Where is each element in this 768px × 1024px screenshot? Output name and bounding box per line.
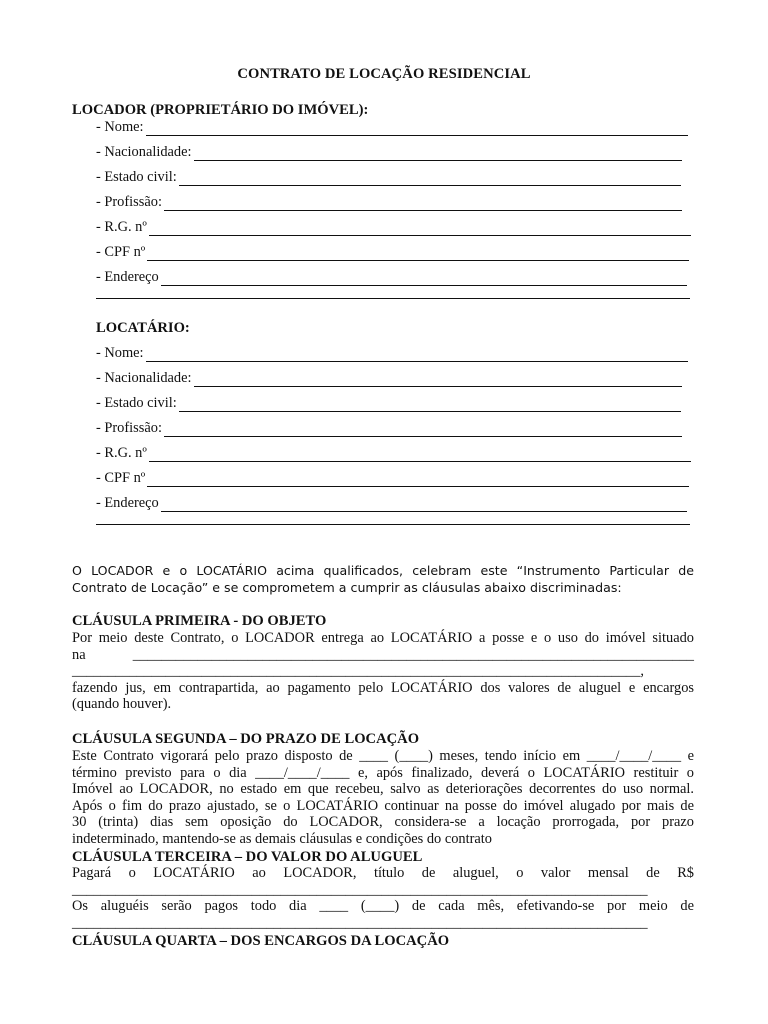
intro-paragraph [72, 563, 694, 596]
paragraph-line[interactable]: término previsto para o dia ____/____/____ e, após finalizado, deverá o LOCATÁRIO restituir o [72, 764, 694, 781]
field-label: - R.G. nº [96, 219, 147, 235]
field-label: - Endereço [96, 269, 159, 285]
field-label: - CPF nº [96, 470, 146, 486]
locador-nome-field[interactable] [96, 118, 688, 136]
clausula-primeira-heading: CLÁUSULA PRIMEIRA - DO OBJETO [72, 613, 327, 629]
field-label: - R.G. nº [96, 445, 147, 461]
intro-line: Contrato de Locação” e se comprometem a cumprir as cláusulas abaixo discriminadas: [72, 579, 622, 595]
field-label: - Profissão: [96, 420, 162, 436]
locatario-endereco-continuation-line[interactable] [96, 523, 690, 525]
clausula-segunda-text [72, 748, 694, 847]
locador-profissao-field[interactable] [96, 193, 682, 211]
field-line [146, 349, 688, 362]
locatario-profissao-field[interactable] [96, 419, 682, 437]
paragraph-line[interactable]: ________________________________________________________________________________ [72, 914, 648, 931]
locador-endereco-field[interactable] [96, 268, 687, 286]
locatario-nome-field[interactable] [96, 344, 688, 362]
paragraph-line[interactable]: Os aluguéis serão pagos todo dia ____ (____) de cada mês, efetivando-se por meio de [72, 898, 694, 914]
locatario-heading: LOCATÁRIO: [96, 320, 190, 336]
paragraph-line: Pagará o LOCATÁRIO ao LOCADOR, título de aluguel, o valor mensal de R$ [72, 865, 694, 881]
field-line [194, 148, 682, 161]
locador-cpf-field[interactable] [96, 243, 689, 261]
locador-estado-civil-field[interactable] [96, 168, 681, 186]
field-label: - Profissão: [96, 194, 162, 210]
clausula-segunda-heading: CLÁUSULA SEGUNDA – DO PRAZO DE LOCAÇÃO [72, 731, 420, 747]
field-line [161, 499, 687, 512]
locatario-nacionalidade-field[interactable] [96, 369, 682, 387]
document-title: CONTRATO DE LOCAÇÃO RESIDENCIAL [237, 66, 531, 82]
field-label: - Nome: [96, 119, 144, 135]
field-label: - CPF nº [96, 244, 146, 260]
paragraph-line: 30 (trinta) dias sem oposição do LOCADOR, considera-se a locação prorrogada, por prazo [72, 814, 694, 830]
field-line [161, 273, 687, 286]
locatario-endereco-field[interactable] [96, 494, 687, 512]
locador-heading: LOCADOR (PROPRIETÁRIO DO IMÓVEL): [72, 102, 369, 118]
locatario-estado-civil-field[interactable] [96, 394, 681, 412]
paragraph-line: Por meio deste Contrato, o LOCADOR entrega ao LOCATÁRIO a posse e o uso do imóvel situado [72, 630, 694, 646]
field-line [194, 374, 682, 387]
field-label: - Estado civil: [96, 395, 177, 411]
paragraph-line[interactable]: ________________________________________________________________________________ [72, 881, 648, 898]
paragraph-line: (quando houver). [72, 696, 172, 712]
locatario-rg-field[interactable] [96, 444, 691, 462]
intro-line: O LOCADOR e o LOCATÁRIO acima qualificados, celebram este “Instrumento Particular de [72, 563, 694, 578]
field-line [149, 223, 691, 236]
field-line [147, 248, 689, 261]
field-label: - Nacionalidade: [96, 370, 192, 386]
locatario-cpf-field[interactable] [96, 469, 689, 487]
field-line [164, 424, 682, 437]
field-line [179, 173, 681, 186]
paragraph-line: fazendo jus, em contrapartida, ao pagamento pelo LOCATÁRIO dos valores de aluguel e encargos [72, 679, 694, 696]
clausula-primeira-text [72, 630, 694, 713]
field-line [164, 198, 682, 211]
field-line [179, 399, 681, 412]
locador-endereco-continuation-line[interactable] [96, 297, 690, 299]
field-line [147, 474, 689, 487]
field-label: - Nacionalidade: [96, 144, 192, 160]
paragraph-line: Imóvel ao LOCADOR, no estado em que recebeu, salvo as deteriorações decorrentes do uso normal. [72, 781, 694, 797]
field-label: - Endereço [96, 495, 159, 511]
field-line [149, 449, 691, 462]
clausula-terceira-heading: CLÁUSULA TERCEIRA – DO VALOR DO ALUGUEL [72, 849, 423, 865]
locador-rg-field[interactable] [96, 218, 691, 236]
paragraph-line: indeterminado, mantendo-se as demais cláusulas e condições do contrato [72, 830, 492, 847]
field-line [146, 123, 688, 136]
field-label: - Estado civil: [96, 169, 177, 185]
paragraph-line[interactable]: Este Contrato vigorará pelo prazo disposto de ____ (____) meses, tendo início em ____/____/____ e [72, 748, 694, 764]
clausula-terceira-text [72, 865, 694, 931]
paragraph-line: Após o fim do prazo ajustado, se o LOCATÁRIO continuar na posse do imóvel alugado por mais de [72, 797, 694, 814]
clausula-quarta-heading: CLÁUSULA QUARTA – DOS ENCARGOS DA LOCAÇÃO [72, 933, 450, 949]
paragraph-line[interactable]: na ______________________________________________________________________________ [72, 646, 694, 663]
locador-nacionalidade-field[interactable] [96, 143, 682, 161]
paragraph-line[interactable]: _______________________________________________________________________________, [72, 663, 645, 679]
field-label: - Nome: [96, 345, 144, 361]
